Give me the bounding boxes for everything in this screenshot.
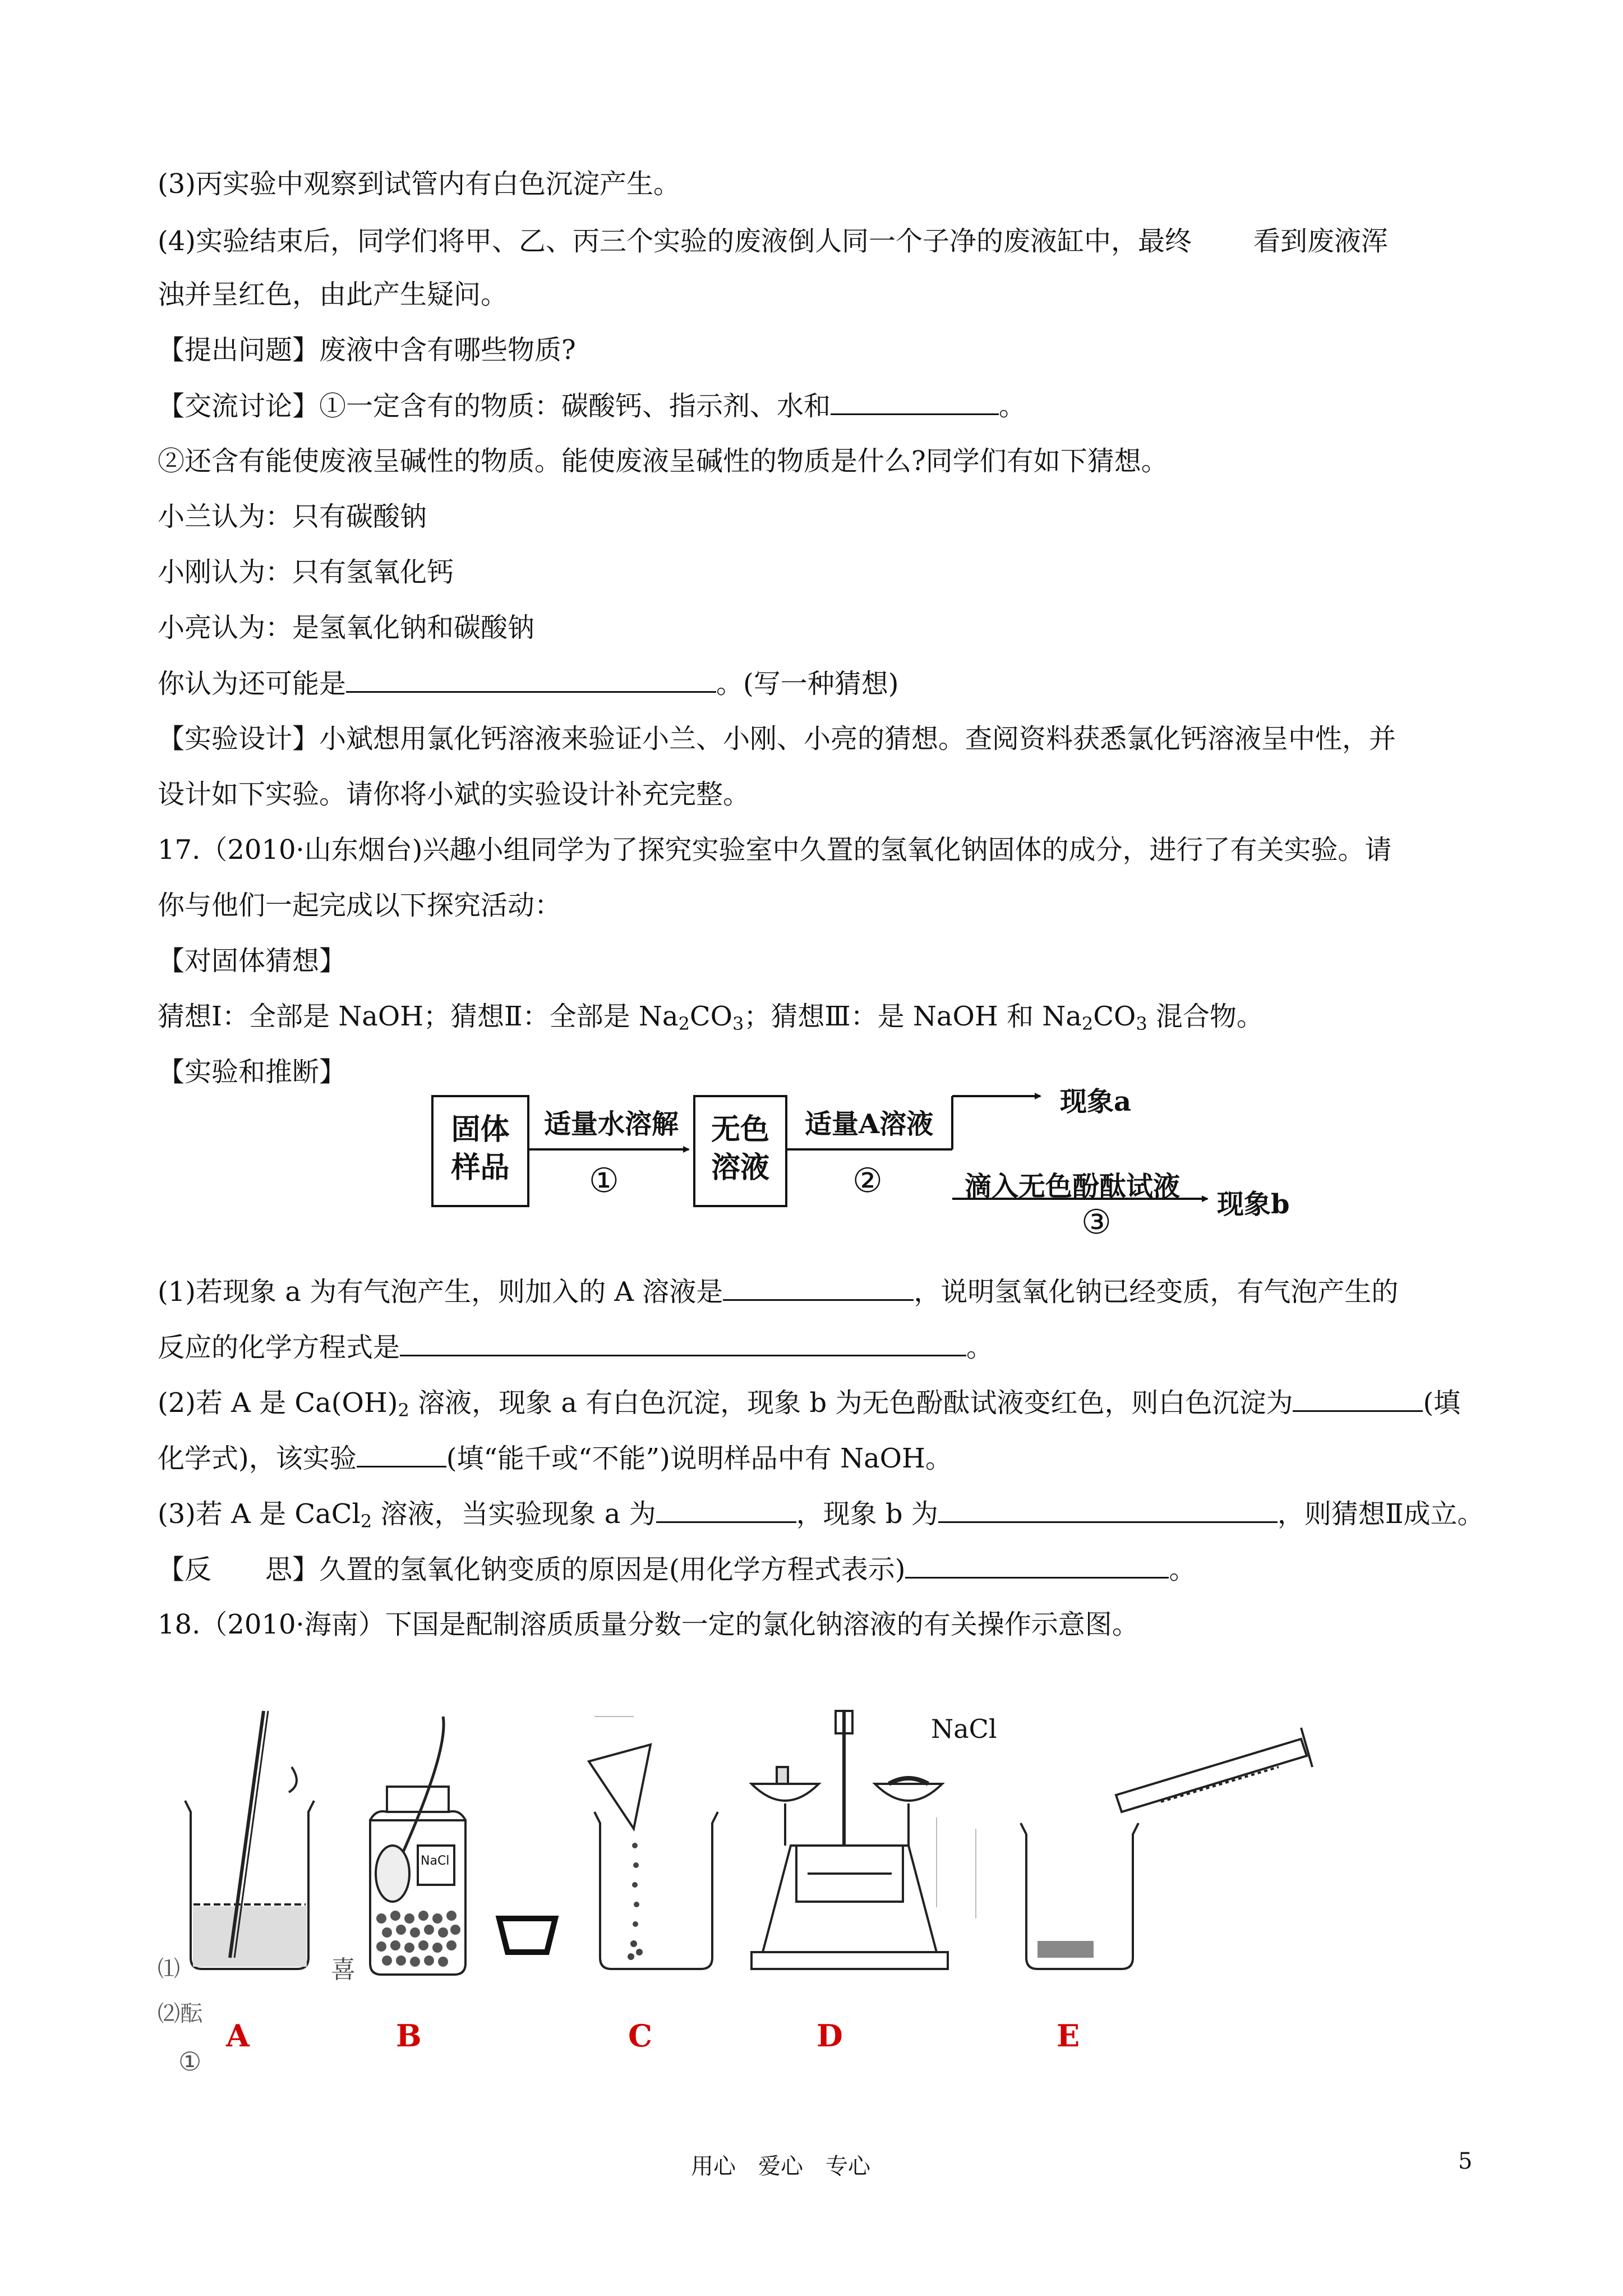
- q16-guess-3: 小亮认为：是氢氧化钠和碳酸钠: [158, 612, 535, 643]
- q17-guess-title: 【对固体猜想】: [158, 945, 347, 977]
- q17-part-3: (3)若 A 是 CaCl$_2$ 溶液，当实验现象 a 为 ，现象 b 为 ，则猜想Ⅱ成立。: [158, 1497, 1484, 1538]
- q17-part-1a: (1)若现象 a 为有气泡产生，则加入的 A 溶液是 ，说明氢氧化钠已经变质，有气泡产生的: [158, 1274, 1398, 1309]
- bottle-label: NaCl: [421, 1854, 450, 1868]
- pouring-illustration: [1021, 1728, 1312, 1969]
- q16-line-4c: 浊并呈红色，由此产生疑问。: [158, 279, 508, 310]
- stray-fragment-3: ①: [178, 2046, 202, 2077]
- q16-guess-4: 你认为还可能是 。(写一种猜想): [158, 666, 898, 701]
- q17-intro-2: 你与他们一起完成以下探究活动：: [158, 890, 562, 921]
- footer-motto: 用心 爱心 专心: [691, 2154, 870, 2179]
- q16-discuss-2: ②还含有能使废液呈碱性的物质。能使废液呈碱性的物质是什么?同学们有如下猜想。: [158, 445, 1168, 477]
- q16-discuss-1: 【交流讨论】①一定含有的物质：碳酸钙、指示剂、水和 。: [158, 389, 1026, 423]
- q17-part-2a: (2)若 A 是 $Ca(OH)_2$ 溶液，现象 a 有白色沉淀，现象 b 为无色酚酞试液变红色，则白色沉淀为 (填: [158, 1386, 1460, 1427]
- diagram-label-e: E: [1057, 2018, 1080, 2054]
- balance-label: NaCl: [931, 1714, 997, 1744]
- q17-guesses: 猜想Ⅰ：全部是 NaOH；猜想Ⅱ：全部是 $Na_2CO_3$；猜想Ⅲ：是 NaOH 和 $Na_2CO_3$ 混合物。: [158, 1001, 1264, 1034]
- falling-crystals: [628, 1843, 643, 1960]
- stray-fragment-2: ⑵酝: [158, 2001, 202, 2027]
- stray-fragment-4: 喜: [331, 1955, 356, 1984]
- flow-step-1: ①: [589, 1161, 619, 1200]
- flow-result-b: 现象b: [1217, 1189, 1290, 1220]
- q16-line-3: (3)丙实验中观察到试管内有白色沉淀产生。: [158, 168, 680, 200]
- q16-design-2: 设计如下实验。请你将小斌的实验设计补充完整。: [158, 779, 750, 810]
- flow-result-a: 现象a: [1060, 1086, 1132, 1117]
- q17-part-1b: 反应的化学方程式是 。: [158, 1330, 993, 1364]
- q16-design-1: 【实验设计】小斌想用氯化钙溶液来验证小兰、小刚、小亮的猜想。查阅资料获悉氯化钙溶液呈中性，并: [158, 723, 1396, 754]
- q17-intro-1: 17.（2010·山东烟台)兴趣小组同学为了探究实验室中久置的氢氧化钠固体的成分，进行了有关实验。请: [158, 834, 1392, 866]
- q17-reflect: 【反 思】久置的氢氧化钠变质的原因是(用化学方程式表示) 。: [158, 1552, 1196, 1586]
- diagram-label-d: D: [817, 2018, 843, 2054]
- q18-intro: 18.（2010·海南）下国是配制溶质质量分数一定的氯化钠溶液的有关操作示意图。: [158, 1609, 1139, 1640]
- diagram-label-b: B: [396, 2018, 422, 2054]
- flow-label-add-a: 适量A溶液: [805, 1108, 934, 1140]
- flow-step-2: ②: [852, 1161, 883, 1200]
- flow-label-phenol: 滴入无色酚酞试液: [965, 1171, 1181, 1202]
- beaker-stirring-illustration: [185, 1711, 314, 1969]
- flow-box-solution: 无色 溶液: [693, 1095, 787, 1207]
- q16-line-4a: (4)实验结束后，同学们将甲、乙、丙三个实验的废液倒人同一个子净的废液缸中，最终 看到废液浑: [158, 226, 1389, 257]
- page-number: 5: [1458, 2148, 1473, 2174]
- flow-label-dissolve: 适量水溶解: [544, 1108, 679, 1140]
- q16-question: 【提出问题】废液中含有哪些物质?: [158, 334, 576, 366]
- q16-guess-1: 小兰认为：只有碳酸钠: [158, 501, 427, 532]
- flow-box-sample: 固体 样品: [431, 1095, 529, 1207]
- balance-illustration: [751, 1711, 948, 1969]
- q17-exp-title: 【实验和推断】: [158, 1056, 347, 1088]
- beaker-funnel-illustration: [589, 1745, 718, 1969]
- diagram-label-a: A: [226, 2018, 250, 2054]
- stray-fragment-1: ⑴: [158, 1956, 180, 1982]
- weighing-dish-illustration: [499, 1918, 555, 1952]
- flow-step-3: ③: [1081, 1203, 1112, 1242]
- q16-guess-2: 小刚认为：只有氢氧化钙: [158, 556, 454, 588]
- q17-part-2b: 化学式)，该实验 (填“能千或“不能”)说明样品中有 NaOH。: [158, 1441, 952, 1475]
- diagram-label-c: C: [628, 2018, 652, 2054]
- bottle-granules: [376, 1911, 460, 1967]
